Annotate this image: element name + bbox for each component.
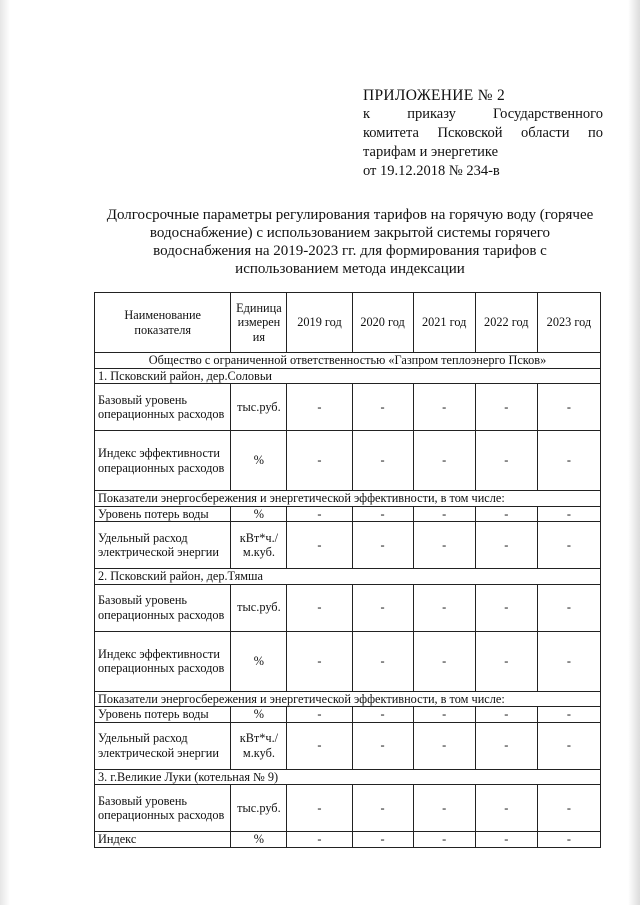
cell-value: - (537, 785, 600, 832)
cell-value: - (287, 785, 352, 832)
parameters-table (94, 292, 601, 848)
cell-value: - (413, 584, 475, 631)
row-label: Индекс эффективности операционных расходов (95, 631, 231, 691)
row-label: Индекс (95, 832, 231, 848)
header-year: 2022 год (475, 293, 537, 353)
table-row (95, 584, 601, 631)
table-row (95, 832, 601, 848)
row-label: Базовый уровень операционных расходов (95, 384, 231, 431)
cell-value: - (537, 431, 600, 491)
cell-value: - (413, 431, 475, 491)
cell-value: - (537, 707, 600, 723)
cell-value: - (537, 722, 600, 769)
row-unit: тыс.руб. (231, 384, 287, 431)
appendix-line: тарифам и энергетике (363, 144, 499, 160)
cell-value: - (352, 707, 413, 723)
appendix-line: от 19.12.2018 № 234-в (363, 163, 500, 179)
cell-value: - (475, 384, 537, 431)
organization-name: Общество с ограниченной ответственностью «Газпром теплоэнерго Псков» (95, 353, 601, 369)
subsection-row (95, 691, 601, 707)
header-unit: Единица измерен ия (231, 293, 287, 353)
table-row (95, 384, 601, 431)
cell-value: - (475, 707, 537, 723)
cell-value: - (475, 431, 537, 491)
cell-value: - (475, 522, 537, 569)
subsection-row (95, 491, 601, 507)
cell-value: - (287, 384, 352, 431)
section-row (95, 569, 601, 585)
cell-value: - (352, 722, 413, 769)
cell-value: - (352, 431, 413, 491)
cell-value: - (475, 584, 537, 631)
scan-right-edge (628, 0, 640, 905)
appendix-title: ПРИЛОЖЕНИЕ № 2 (363, 87, 506, 104)
row-label: Уровень потерь воды (95, 506, 231, 522)
cell-value: - (537, 584, 600, 631)
subsection-title: Показатели энергосбережения и энергетической эффективности, в том числе: (95, 491, 601, 507)
row-label: Базовый уровень операционных расходов (95, 785, 231, 832)
cell-value: - (475, 832, 537, 848)
cell-value: - (352, 384, 413, 431)
section-row (95, 769, 601, 785)
table-row (95, 431, 601, 491)
header-year: 2023 год (537, 293, 600, 353)
row-unit: кВт*ч./м.куб. (231, 522, 287, 569)
cell-value: - (475, 785, 537, 832)
cell-value: - (352, 785, 413, 832)
row-label: Уровень потерь воды (95, 707, 231, 723)
cell-value: - (413, 722, 475, 769)
table-row (95, 522, 601, 569)
cell-value: - (413, 631, 475, 691)
cell-value: - (352, 506, 413, 522)
cell-value: - (287, 506, 352, 522)
cell-value: - (475, 506, 537, 522)
cell-value: - (475, 722, 537, 769)
appendix-block (363, 86, 603, 181)
section-row (95, 368, 601, 384)
row-unit: % (231, 431, 287, 491)
cell-value: - (287, 832, 352, 848)
table-row (95, 631, 601, 691)
row-unit: кВт*ч./м.куб. (231, 722, 287, 769)
row-unit: % (231, 506, 287, 522)
cell-value: - (413, 832, 475, 848)
row-unit: % (231, 631, 287, 691)
subsection-title: Показатели энергосбережения и энергетической эффективности, в том числе: (95, 691, 601, 707)
cell-value: - (287, 631, 352, 691)
section-title: 1. Псковский район, дер.Соловьи (95, 368, 601, 384)
cell-value: - (352, 584, 413, 631)
cell-value: - (537, 631, 600, 691)
section-title: 3. г.Великие Луки (котельная № 9) (95, 769, 601, 785)
table-row (95, 785, 601, 832)
cell-value: - (352, 522, 413, 569)
row-unit: % (231, 832, 287, 848)
row-unit: тыс.руб. (231, 584, 287, 631)
row-label: Удельный расход электрической энергии (95, 522, 231, 569)
header-name: Наименование показателя (95, 293, 231, 353)
table-row (95, 506, 601, 522)
cell-value: - (537, 384, 600, 431)
cell-value: - (413, 785, 475, 832)
cell-value: - (413, 707, 475, 723)
cell-value: - (537, 522, 600, 569)
document-heading: Долгосрочные параметры регулирования тарифов на горячую воду (горячее водоснабжение) с использованием закрытой системы горячего водоснабжения на 2019-2023 гг. для формирования тарифов с использованием метода индексации (106, 207, 594, 277)
cell-value: - (537, 506, 600, 522)
section-title: 2. Псковский район, дер.Тямша (95, 569, 601, 585)
row-label: Индекс эффективности операционных расходов (95, 431, 231, 491)
cell-value: - (287, 722, 352, 769)
appendix-line: к приказу Государственного (363, 106, 603, 122)
cell-value: - (475, 631, 537, 691)
organization-row (95, 353, 601, 369)
cell-value: - (287, 584, 352, 631)
cell-value: - (352, 832, 413, 848)
cell-value: - (537, 832, 600, 848)
header-year: 2020 год (352, 293, 413, 353)
cell-value: - (413, 384, 475, 431)
row-label: Удельный расход электрической энергии (95, 722, 231, 769)
scan-left-edge (0, 0, 10, 905)
row-label: Базовый уровень операционных расходов (95, 584, 231, 631)
row-unit: тыс.руб. (231, 785, 287, 832)
table-row (95, 722, 601, 769)
cell-value: - (352, 631, 413, 691)
cell-value: - (287, 707, 352, 723)
cell-value: - (413, 506, 475, 522)
cell-value: - (287, 522, 352, 569)
header-year: 2019 год (287, 293, 352, 353)
cell-value: - (413, 522, 475, 569)
cell-value: - (287, 431, 352, 491)
row-unit: % (231, 707, 287, 723)
appendix-line: комитета Псковской области по (363, 125, 603, 141)
table-row (95, 707, 601, 723)
header-year: 2021 год (413, 293, 475, 353)
header-row (95, 293, 601, 353)
